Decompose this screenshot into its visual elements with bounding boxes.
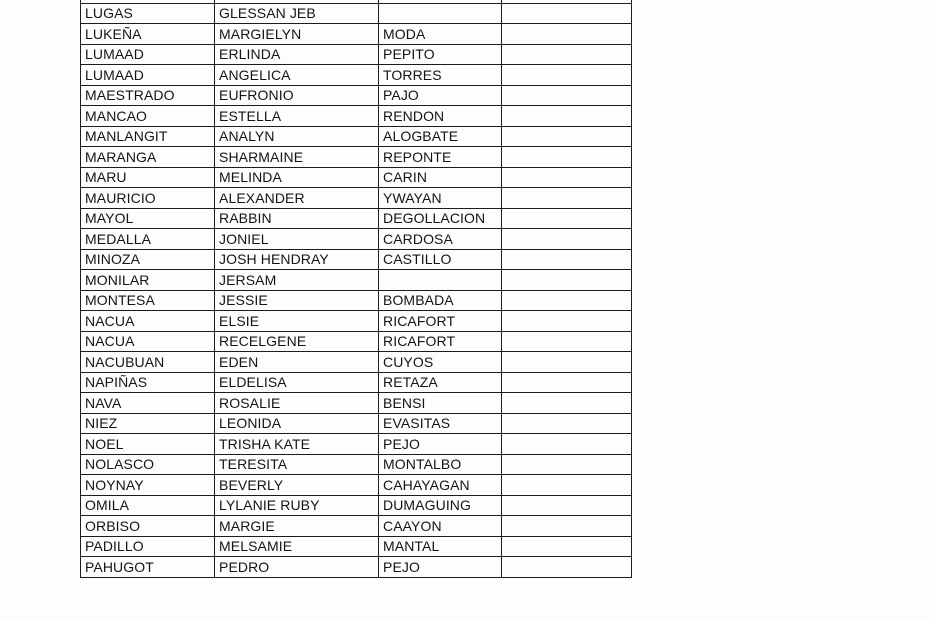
surname-cell: NOLASCO [81,454,215,475]
blank-cell [502,331,632,352]
surname-cell: PADILLO [81,536,215,557]
blank-cell [502,413,632,434]
first-name-cell: LEONIDA [215,413,379,434]
table-row [81,516,632,537]
table-row [81,249,632,270]
surname-cell: NIEZ [81,413,215,434]
table-row [81,413,632,434]
table-row [81,126,632,147]
blank-cell [502,85,632,106]
middle-name-cell: CAHAYAGAN [379,475,502,496]
surname-cell: ORBISO [81,516,215,537]
middle-name-cell: PEJO [379,434,502,455]
first-name-cell: RABBIN [215,208,379,229]
first-name-cell: ALEXANDER [215,188,379,209]
first-name-cell: MELINDA [215,167,379,188]
blank-cell [502,147,632,168]
name-list-body [81,0,632,577]
table-row [81,331,632,352]
middle-name-cell: PEPITO [379,44,502,65]
blank-cell [502,475,632,496]
first-name-cell: MARGIELYN [215,24,379,45]
blank-cell [502,167,632,188]
blank-cell [502,208,632,229]
table-row [81,44,632,65]
blank-cell [502,495,632,516]
first-name-cell: EDEN [215,352,379,373]
middle-name-cell: BOMBADA [379,290,502,311]
table-row [81,311,632,332]
surname-cell: MARANGA [81,147,215,168]
table-row [81,229,632,250]
first-name-cell: ELSIE [215,311,379,332]
table-row [81,290,632,311]
blank-cell [502,229,632,250]
blank-cell [502,249,632,270]
middle-name-cell: RICAFORT [379,311,502,332]
first-name-cell: LYLANIE RUBY [215,495,379,516]
table-row [81,24,632,45]
middle-name-cell: DUMAGUING [379,495,502,516]
surname-cell: MINOZA [81,249,215,270]
middle-name-cell: ALOGBATE [379,126,502,147]
middle-name-cell [379,3,502,24]
blank-cell [502,44,632,65]
table-row [81,475,632,496]
table-row [81,106,632,127]
table-row [81,85,632,106]
table-row [81,454,632,475]
middle-name-cell: TORRES [379,65,502,86]
table-row [81,188,632,209]
first-name-cell: ANALYN [215,126,379,147]
table-row [81,393,632,414]
blank-cell [502,270,632,291]
table-row [81,557,632,578]
first-name-cell: MARGIE [215,516,379,537]
first-name-cell: MELSAMIE [215,536,379,557]
first-name-cell: ELDELISA [215,372,379,393]
first-name-cell: TERESITA [215,454,379,475]
blank-cell [502,372,632,393]
blank-cell [502,393,632,414]
middle-name-cell: PEJO [379,557,502,578]
blank-cell [502,454,632,475]
blank-cell [502,65,632,86]
surname-cell: NACUA [81,311,215,332]
surname-cell: PAHUGOT [81,557,215,578]
first-name-cell: JERSAM [215,270,379,291]
surname-cell: NACUA [81,331,215,352]
table-row [81,147,632,168]
first-name-cell: BEVERLY [215,475,379,496]
table-row [81,536,632,557]
table-row [81,270,632,291]
middle-name-cell: CAAYON [379,516,502,537]
surname-cell: LUMAAD [81,65,215,86]
surname-cell: MARU [81,167,215,188]
first-name-cell: ERLINDA [215,44,379,65]
surname-cell: OMILA [81,495,215,516]
blank-cell [502,3,632,24]
blank-cell [502,188,632,209]
first-name-cell: RECELGENE [215,331,379,352]
middle-name-cell: EVASITAS [379,413,502,434]
table-row [81,372,632,393]
middle-name-cell [379,270,502,291]
surname-cell: MAYOL [81,208,215,229]
first-name-cell: ANGELICA [215,65,379,86]
middle-name-cell: CASTILLO [379,249,502,270]
first-name-cell: ESTELLA [215,106,379,127]
blank-cell [502,311,632,332]
blank-cell [502,557,632,578]
blank-cell [502,516,632,537]
middle-name-cell: MANTAL [379,536,502,557]
middle-name-cell: RETAZA [379,372,502,393]
middle-name-cell: MONTALBO [379,454,502,475]
surname-cell: MAESTRADO [81,85,215,106]
first-name-cell: ROSALIE [215,393,379,414]
first-name-cell: JOSH HENDRAY [215,249,379,270]
table-row [81,208,632,229]
middle-name-cell: CUYOS [379,352,502,373]
surname-cell: NAPIÑAS [81,372,215,393]
middle-name-cell: REPONTE [379,147,502,168]
table-row [81,495,632,516]
middle-name-cell: CARDOSA [379,229,502,250]
table-row [81,3,632,24]
table-row [81,434,632,455]
middle-name-cell: RENDON [379,106,502,127]
middle-name-cell: PAJO [379,85,502,106]
middle-name-cell: RICAFORT [379,331,502,352]
blank-cell [502,290,632,311]
surname-cell: NACUBUAN [81,352,215,373]
table-row [81,167,632,188]
middle-name-cell: MODA [379,24,502,45]
blank-cell [502,106,632,127]
table-row [81,65,632,86]
surname-cell: LUGAS [81,3,215,24]
first-name-cell: PEDRO [215,557,379,578]
first-name-cell: TRISHA KATE [215,434,379,455]
first-name-cell: SHARMAINE [215,147,379,168]
surname-cell: MONILAR [81,270,215,291]
first-name-cell: JONIEL [215,229,379,250]
blank-cell [502,536,632,557]
blank-cell [502,24,632,45]
surname-cell: MANLANGIT [81,126,215,147]
first-name-cell: EUFRONIO [215,85,379,106]
name-list-table [80,0,632,578]
first-name-cell: GLESSAN JEB [215,3,379,24]
table-row [81,352,632,373]
surname-cell: MAURICIO [81,188,215,209]
surname-cell: NOEL [81,434,215,455]
middle-name-cell: BENSI [379,393,502,414]
middle-name-cell: CARIN [379,167,502,188]
middle-name-cell: YWAYAN [379,188,502,209]
surname-cell: MONTESA [81,290,215,311]
blank-cell [502,126,632,147]
surname-cell: NAVA [81,393,215,414]
blank-cell [502,434,632,455]
first-name-cell: JESSIE [215,290,379,311]
surname-cell: LUMAAD [81,44,215,65]
surname-cell: LUKEÑA [81,24,215,45]
surname-cell: NOYNAY [81,475,215,496]
middle-name-cell: DEGOLLACION [379,208,502,229]
surname-cell: MEDALLA [81,229,215,250]
surname-cell: MANCAO [81,106,215,127]
blank-cell [502,352,632,373]
